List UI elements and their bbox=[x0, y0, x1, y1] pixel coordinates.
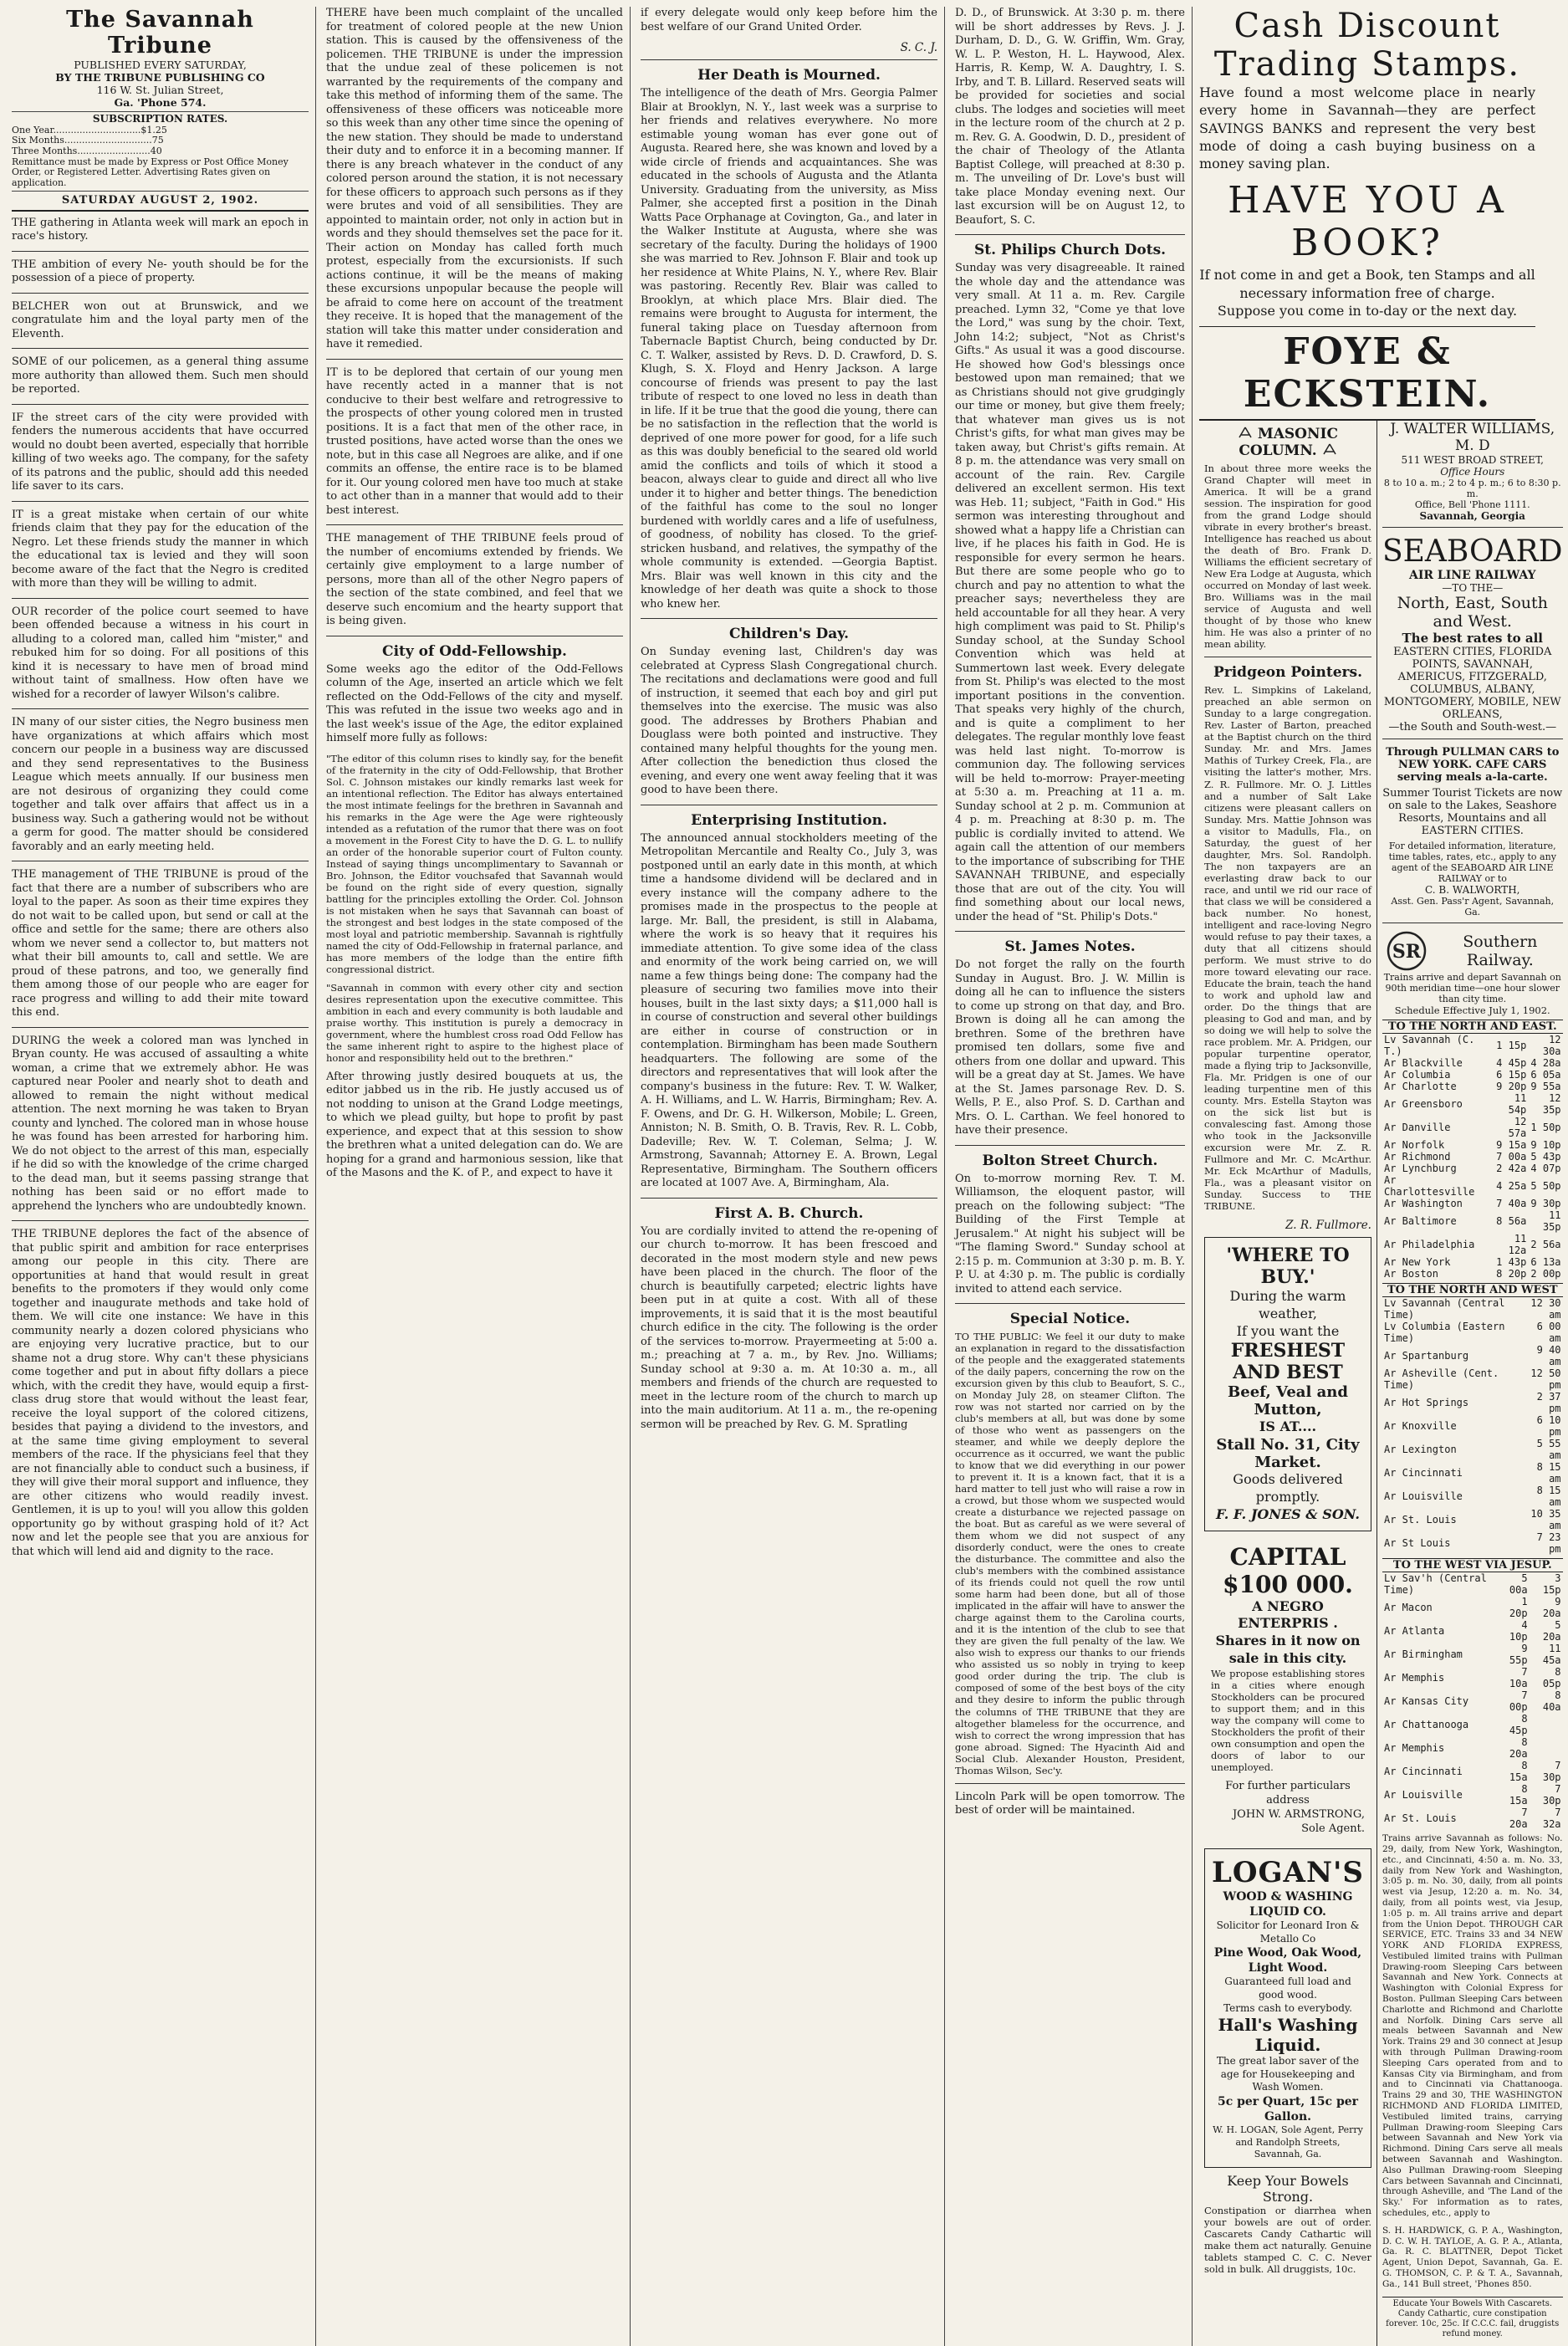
schedule-row bbox=[1382, 1643, 1563, 1666]
article-paragraph: On to-morrow morning Rev. T. M. Williamson, the eloquent pastor, will preach on the following subject: "The Building of the First Temple at Jerusalem." At night his subject will be "The flaming Sword." Sunday school at 2:15 p. m. Communion at 3:30 p. m. B. Y. P. U. at 4:30 p. m. The public is cordially invited to attend each service. bbox=[955, 1172, 1185, 1296]
ad-line: EASTERN CITIES, FLORIDA POINTS, SAVANNAH, AMERICUS, FITZGERALD, COLUMBUS, ALBANY, MONTGOMERY, MOBILE, NEW ORLEANS, bbox=[1383, 646, 1561, 722]
schedule-row bbox=[1382, 1209, 1563, 1233]
article-paragraph: On Sunday evening last, Children's day was celebrated at Cypress Slash Congregational church. The recitations and declamations were good and full of instruction, it seemed that each boy and girl put themselves into the exercise. The music was also good. The addresses by Brothers Phabian and Douglass were both pointed and instructive. They contained many helpful thoughts for the young men. After collection the benediction thus closed the evening, and every one went away feeling that it was good to have been there. bbox=[641, 646, 937, 796]
schedule-row bbox=[1382, 1367, 1563, 1391]
schedule-time bbox=[1530, 1713, 1563, 1736]
article-paragraph: Rev. L. Simpkins of Lakeland, preached an able sermon on Sunday to a large congregation. Rev. Laster of Barton, preached at the Baptist church on the third Sunday. Mr. and Mrs. James Mathis of Turkey Creek, Fla., are visiting the latter's mother, Mrs. Z. R. Fullmore. Mr. O. J. Littles and a number of Salt Lake citizens were pleasant callers on Sunday. Mrs. Mattie Johnson was a visitor to Madulls, Fla., on Saturday, the guest of her daughter, Mrs. Sol. Randolph. The non taxpayers are an everlasting draw back to our race, and until we rid our race of that class we will be considered a back number. No honest, intelligent and race-loving Negro would refuse to pay their taxes, a duty that all citizens should perform. We must strive to do more toward elevating our race. Educate the brain, teach the hand to work and uphold law and order. Do the things that are pleasing to God and man, and by so doing we will help to solve the race problem. Mr. A. Pridgen, our popular turpentine operator, made a flying trip to Jacksonville, Fla. Mr. Pridgen is one of our leading turpentine men of this county. Mrs. Estella Stayton was on the sick list but is convalescing fast. Among those who took in the Jacksonville excursion were Mr. Z. R. Fullmore and Mr. C. McArthur. Mr. Eck McArthur of Madulls, Fla., was a pleasant visitor on Sunday. Success to THE TRIBUNE. bbox=[1204, 684, 1371, 1213]
editorial-paragraph: IN many of our sister cities, the Negro business men have organizations at which affairs which most concern our people in a business way are discussed and they send representatives to the Business League which meets annually. If our business men are not desirous of organizing they could come together and talk over affairs that affect us in a business way. Such a gathering would not be without a germ for good. The matter should be considered favorably and an early meeting held. bbox=[12, 716, 309, 853]
ad-line: Goods delivered promptly. bbox=[1233, 1471, 1343, 1505]
schedule-station: Ar Charlottesville bbox=[1383, 1174, 1475, 1199]
schedule-row bbox=[1382, 1151, 1563, 1163]
rate-line: One Year..............................$1.25 bbox=[12, 124, 167, 135]
schedule-time: 4 10p bbox=[1509, 1619, 1528, 1643]
ad-text: If not come in and get a Book, ten Stamps and all necessary information free of charge. bbox=[1199, 267, 1535, 301]
schedule-time: 4 25a bbox=[1496, 1180, 1527, 1193]
schedule-row bbox=[1382, 1414, 1563, 1438]
article-paragraph: Lincoln Park will be open tomorrow. The best of order will be maintained. bbox=[955, 1790, 1185, 1817]
continued-paragraph: if every delegate would only keep before him the best welfare of our Grand United Order. bbox=[641, 7, 937, 33]
ad-line: North, East, South and West. bbox=[1397, 594, 1548, 631]
schedule-row bbox=[1382, 1666, 1563, 1689]
subscription-rates bbox=[12, 111, 309, 192]
schedule-time: 8 15 am bbox=[1536, 1461, 1561, 1485]
schedule-time: 6 15p bbox=[1496, 1069, 1527, 1081]
schedule-row bbox=[1382, 1783, 1563, 1807]
schedule-row bbox=[1382, 1596, 1563, 1619]
schedule-time: 11 45a bbox=[1542, 1643, 1561, 1667]
schedule-row bbox=[1382, 1081, 1563, 1092]
ad-line: Office, Bell 'Phone 1111. bbox=[1414, 499, 1530, 511]
rate-line: Six Months..............................75 bbox=[12, 135, 164, 146]
trading-stamps-ad bbox=[1199, 7, 1535, 420]
schedule-time: 1 50p bbox=[1530, 1122, 1561, 1134]
schedule-time: 9 20p bbox=[1496, 1081, 1527, 1093]
schedule-time: 12 30a bbox=[1542, 1034, 1561, 1058]
schedule-time: 5 20a bbox=[1542, 1619, 1561, 1643]
ad-title: SEABOARD bbox=[1382, 534, 1563, 570]
schedule-station: Ar Knoxville bbox=[1383, 1420, 1457, 1433]
article-heading: Enterprising Institution. bbox=[691, 811, 887, 829]
logan-ad bbox=[1204, 1848, 1371, 2169]
article-paragraph: Some weeks ago the editor of the Odd-Fellows column of the Age, inserted an article which we felt reflected on the Odd-Fellows of the city and myself. This was refuted in the issue two weeks ago and in the last week's issue of the Age, the editor explained himself more fully as follows: bbox=[326, 662, 623, 744]
schedule-row bbox=[1382, 1344, 1563, 1367]
schedule-time: 7 32a bbox=[1542, 1807, 1561, 1831]
ad-line: Office Hours bbox=[1440, 466, 1505, 478]
editorial-paragraph: THE ambition of every Ne- youth should be for the possession of a piece of property. bbox=[12, 258, 309, 285]
schedule-time: 7 30p bbox=[1542, 1760, 1561, 1784]
schedule-time: 6 05a bbox=[1530, 1069, 1561, 1081]
schedule-heading: TO THE NORTH AND WEST bbox=[1382, 1283, 1563, 1297]
ad-title: LOGAN'S bbox=[1212, 1855, 1364, 1889]
schedule-table bbox=[1382, 1572, 1563, 1830]
rate-line: Remittance must be made by Express or Post Office Money Order, or Registered Letter. Advertising Rates given on application. bbox=[12, 156, 289, 188]
article-paragraph: The announced annual stockholders meeting of the Metropolitan Mercantile and Realty Co., July 3, was postponed until an early date in this month, at which time a handsome dividend will be declared and in every instance will the company adhere to the promises made in the prospectus to the people at large. Mr. Ball, the president, is still in Alabama, where the work is so heavy that it requires his immediate attention. To give some idea of the class and enormity of the work being carried on, we will name a few things being done: The company had the pleasure of securing two families move into their houses, built in the last sixty days; a $11,000 hall is in course of construction and several other buildings are either in course of construction or in contemplation. Birmingham has been made Southern headquarters. The following are some of the directors and representatives that will look after the company's business in the future: Rev. T. W. Walker, A. H. Williams, and L. W. Harris, Birmingham; Rev. A. F. Owens, and Dr. G. H. Wilkerson, Mobile; L. Green, Anniston; N. B. Smith, O. B. Travis, Rev. R. L. Cobb, Dadeville; Rev. W. T. Coleman, Selma; J. W. Armstrong, Savannah; Attorney E. A. Brown, Legal Representative, Birmingham. The Southern officers are located at 1007 Ave. A, Birmingham, Ala. bbox=[641, 831, 937, 1189]
ad-line: For detailed information, literature, time tables, rates, etc., apply to any agent of the SEABOARD AIR LINE RAILWAY or to bbox=[1388, 841, 1556, 885]
schedule-station: Ar Hot Springs bbox=[1383, 1397, 1469, 1409]
schedule-station: Ar Lexington bbox=[1383, 1444, 1457, 1456]
schedule-time: 9 10p bbox=[1530, 1139, 1561, 1152]
column-2 bbox=[319, 7, 631, 2346]
ad-line: Summer Tourist Tickets are now on sale to the Lakes, Seashore Resorts, Mountains and all EASTERN CITIES. bbox=[1382, 787, 1563, 838]
ad-title: Keep Your Bowels Strong. bbox=[1227, 2173, 1349, 2205]
schedule-time: 6 00 am bbox=[1536, 1321, 1561, 1345]
ad-line: During the warm weather, bbox=[1229, 1288, 1346, 1321]
masonic-heading bbox=[1204, 426, 1371, 459]
schedule-time: 2 56a bbox=[1530, 1239, 1561, 1251]
column-4 bbox=[948, 7, 1193, 2346]
schedule-station: Ar Philadelphia bbox=[1383, 1239, 1475, 1251]
ad-line: Schedule Effective July 1, 1902. bbox=[1394, 1004, 1550, 1017]
masonic-title: MASONIC COLUMN. bbox=[1239, 426, 1339, 460]
schedule-time: 8 20p bbox=[1496, 1268, 1527, 1280]
schedule-time: 8 15 am bbox=[1536, 1485, 1561, 1509]
article-paragraph: Sunday was very disagreeable. It rained the whole day and the attendance was very small. At 11 a. m. Rev. Cargile preached. Lymn 32, "Come ye that love the Lord," was sung by the choir. Text, John 14:2; subject, "Not as Christ's Gifts." As usual it was a good discourse. He showed how God's blessings once bestowed upon man remained; that we as Christians should not give grudgingly our time or money, but give them freely; that whatever man gives us is not Christ's gifts, for what man gives may be taken away, but Christ's gifts remain. At 8 p. m. the attendance was very small on account of the rain. Rev. Cargile delivered an excellent sermon. His text was Heb. 11; subject, "Faith in God." His sermon was interesting throughout and showed what a happy life a Christian can live, if he places his faith in God. He is responsible for every sermon he hears. But there are some people who go to church and pay no attention to what the preacher says; nevertheless they are held accountable for all they hear. A very high compliment was paid to St. Philip's Sunday school, at the Sunday School Convention which was held at Summertown last week. Every delegate from St. Philip's was elected to the most important positions in the convention. That speaks very highly of the church, and is quite a compliment to her delegates. The regular monthly love feast was held last night. To-morrow is communion day. The following services will be held to-morrow: Prayer-meeting at 5:30 a. m. Preaching at 11 a. m. Sunday school at 2 p. m. Communion at 4 p. m. Preaching at 8:30 p. m. The public is cordially invited to attend. We again call the attention of our members to the importance of subscribing for THE SAVANNAH TRIBUNE, and especially those that are out of the city. You will find something about our local news, under the head of "St. Philip's Dots." bbox=[955, 262, 1185, 923]
schedule-heading: TO THE NORTH AND EAST. bbox=[1382, 1020, 1563, 1034]
masthead-line: PUBLISHED EVERY SATURDAY, bbox=[74, 59, 247, 71]
editorial-paragraph: IT is a great mistake when certain of our white friends claim that they pay for the education of the Negro. Let these friends study the manner in which the educational tax is levied and they will soon become aware of the fact that the Negro is credited with more than they will be willing to admit. bbox=[12, 508, 309, 590]
ad-line: W. H. LOGAN, Sole Agent, Perry and Randolph Streets, Savannah, Ga. bbox=[1213, 2124, 1363, 2160]
schedule-table bbox=[1382, 1297, 1563, 1555]
schedule-row bbox=[1382, 1391, 1563, 1414]
schedule-time: 6 13a bbox=[1530, 1256, 1561, 1269]
ad-line: WOOD & WASHING LIQUID CO. bbox=[1223, 1889, 1353, 1919]
schedule-row bbox=[1382, 1233, 1563, 1256]
ads-right bbox=[1377, 421, 1568, 2346]
masonic-text: In about three more weeks the Grand Chapter will meet in America. It will be a grand session. The inspiration for good from the grand Lodge should vibrate in every brother's breast. Intelligence has reached us about the death of Bro. Frank D. Williams the efficient secretary of New Era Lodge at Augusta, which occurred on Monday of last week. Bro. Williams was in the mail service of Augusta and well thought of by those who knew him. He was also a printer of no mean ability. bbox=[1204, 463, 1371, 651]
schedule-time: 4 28a bbox=[1530, 1057, 1561, 1070]
schedule-row bbox=[1382, 1174, 1563, 1198]
schedule-table bbox=[1382, 1034, 1563, 1280]
southern-railway-logo-icon bbox=[1382, 930, 1431, 972]
schedule-time: 10 35 am bbox=[1530, 1508, 1561, 1532]
editorial-paragraph: THE TRIBUNE deplores the fact of the absence of that public spirit and ambition for race enterprises among our people in this city. There are opportunities at hand that would result in great benefits to the promoters if they would only come together and inaugurate methods and take hold of them. We will cite one instance: We have in this community nearly a dozen colored physicians who are enjoying very lucrative practice, but to our shame not a drug store. Why can't these physicians come together and put in about fifty dollars a piece which, with the credit they have, would equip a first-class drug store that would without the least fear, receive the loyal support of the colored citizens, besides that paying a dividend to the investors, and at the same time giving employment to several members of the race. If the physicians feel that they are not financially able to conduct such a business, if they will give their moral support and influence, they are other citizens who would readily invest. Gentlemen, it is up to you! will you allow this golden opportunity go by without grasping hold of it? Act now and let the people see that you are anxious for that which will lend aid and dignity to the race. bbox=[12, 1228, 309, 1558]
schedule-station: Ar Blackville bbox=[1383, 1057, 1463, 1070]
schedule-time: 2 37 pm bbox=[1536, 1391, 1561, 1415]
schedule-station: Ar Asheville (Cent. Time) bbox=[1383, 1367, 1499, 1392]
ad-line: Savannah, Georgia bbox=[1419, 510, 1525, 523]
capital-ad bbox=[1204, 1536, 1371, 1843]
ad-line: Through PULLMAN CARS to NEW YORK. CAFE CARS serving meals a-la-carte. bbox=[1386, 746, 1560, 785]
schedule-time: 8 45p bbox=[1509, 1713, 1528, 1737]
ad-line: Trains arrive and depart Savannah on 90th meridian time—one hour slower than city time. bbox=[1383, 972, 1561, 1005]
schedule-time: 3 15p bbox=[1542, 1572, 1561, 1597]
schedule-time: 4 45p bbox=[1496, 1057, 1527, 1070]
schedule-time: 2 42a bbox=[1496, 1163, 1527, 1175]
ad-line: Shares in it now on sale in this city. bbox=[1215, 1633, 1361, 1667]
square-compass-icon bbox=[1238, 426, 1253, 437]
ad-line: Pine Wood, Oak Wood, Light Wood. bbox=[1213, 1946, 1362, 1975]
schedule-station: Ar Greensboro bbox=[1383, 1098, 1463, 1111]
article-heading: Her Death is Mourned. bbox=[697, 67, 881, 84]
ad-text: Suppose you come in to-day or the next day. bbox=[1217, 302, 1518, 319]
editorials bbox=[12, 217, 309, 1560]
rate-line: Three Months.........................40 bbox=[12, 146, 162, 157]
schedule-station: Ar New York bbox=[1383, 1256, 1451, 1269]
rates-head: SUBSCRIPTION RATES. bbox=[92, 113, 228, 125]
editorial-paragraph: THE gathering in Atlanta week will mark an epoch in race's history. bbox=[12, 216, 309, 243]
schedule-time: 7 20a bbox=[1509, 1807, 1528, 1831]
schedule-time: 7 00p bbox=[1509, 1689, 1528, 1714]
schedule-time: 5 00a bbox=[1509, 1572, 1528, 1597]
ad-line: Stall No. 31, City Market. bbox=[1216, 1436, 1360, 1472]
schedule-row bbox=[1382, 1619, 1563, 1643]
schedule-time: 8 20a bbox=[1509, 1736, 1528, 1761]
ad-text: Have found a most welcome place in nearly every home in Savannah—they are perfect SAVINGS BANKS and represent the very best mode of doing a cash buying business on a money saving plan. bbox=[1199, 84, 1535, 172]
schedule-station: Ar Macon bbox=[1383, 1602, 1433, 1614]
editorial-paragraph: THE management of THE TRIBUNE feels proud of the number of encomiums extended by friends. We certainly give employment to a large number of persons, more than all of the other Negro papers of the section of the state combined, and feel that we deserve such encomium and the hearty support that is being given. bbox=[326, 532, 623, 627]
schedule-time: 8 15a bbox=[1509, 1783, 1528, 1807]
schedule-time: 12 35p bbox=[1542, 1092, 1561, 1117]
schedule-station: Ar Chattanooga bbox=[1383, 1719, 1469, 1731]
signature: Z. R. Fullmore. bbox=[1285, 1219, 1371, 1233]
schedule-time: 8 15a bbox=[1509, 1760, 1528, 1784]
schedule-time: 4 07p bbox=[1530, 1163, 1561, 1175]
ad-line: If you want the bbox=[1236, 1322, 1340, 1339]
ad-firm: FOYE & ECKSTEIN. bbox=[1199, 326, 1535, 420]
southern-railway-ad bbox=[1382, 930, 1563, 2339]
schedule-row bbox=[1382, 1461, 1563, 1485]
schedule-row bbox=[1382, 1057, 1563, 1069]
ad-line: Solicitor for Leonard Iron & Metallo Co bbox=[1216, 1919, 1360, 1945]
schedule-station: Lv Savannah (C. T.) bbox=[1383, 1034, 1475, 1058]
schedule-time: 12 50 pm bbox=[1530, 1367, 1561, 1392]
schedule-row bbox=[1382, 1116, 1563, 1139]
ad-line: A NEGRO ENTERPRIS . bbox=[1238, 1597, 1338, 1632]
schedule-row bbox=[1382, 1531, 1563, 1555]
schedule-station: Ar Memphis bbox=[1383, 1742, 1445, 1755]
editorial-paragraph: THE management of THE TRIBUNE is proud of the fact that there are a number of subscribers who are loyal to the paper. As soon as their time expires they do not wait to be called upon, but send or call at the office and settle for the same; there are others also whom we never send a collector to, but matters not what their bill amounts to, call and settle. We are proud of these patrons, and too, we generally find them among those of our people who are eager for race progress and willing to add their mite toward this end. bbox=[12, 868, 309, 1020]
schedule-row bbox=[1382, 1807, 1563, 1830]
williams-ad bbox=[1382, 421, 1563, 522]
schedule-time: 9 55a bbox=[1530, 1081, 1561, 1093]
ad-title: J. WALTER WILLIAMS, M. D bbox=[1390, 421, 1555, 455]
schedule-row bbox=[1382, 1713, 1563, 1736]
schedule-station: Ar St. Louis bbox=[1383, 1514, 1457, 1526]
article-heading: St. Philips Church Dots. bbox=[973, 242, 1167, 258]
schedule-time: 7 23 pm bbox=[1536, 1531, 1561, 1556]
schedule-row bbox=[1382, 1268, 1563, 1280]
article-heading: Bolton Street Church. bbox=[982, 1152, 1158, 1169]
schedule-station: Ar Atlanta bbox=[1383, 1625, 1445, 1638]
ad-line: F. F. JONES & SON. bbox=[1216, 1505, 1360, 1522]
schedule-time: 11 54p bbox=[1508, 1092, 1527, 1117]
continued-paragraph: D. D., of Brunswick. At 3:30 p. m. there will be short addresses by Revs. J. J. Durham, D. D., G. W. Griffin, Wm. Gray, W. L. P. Weston, H. L. Haywood, Alex. Harris, R. Kemp, W. A. Daughtry, I. S. Irby, and T. B. Lillard. Reserved seats will be provided for societies and social clubs. The lodges and societies will meet in the lecture room of the church at 2 p. m. Rev. G. A. Goodwin, D. D., president of the chair of Theology of the Atlanta Baptist College, will preached at 8:30 p. m. The unveiling of Dr. Love's bust will take place Monday evening next. Our last excursion will be on August 12, to Beaufort, S. C. bbox=[955, 7, 1185, 227]
schedule-time: 5 55 am bbox=[1536, 1438, 1561, 1462]
ads-left bbox=[1199, 421, 1377, 2346]
column-1 bbox=[5, 7, 316, 2346]
schedule-time: 1 43p bbox=[1496, 1256, 1527, 1269]
schedule-time: 9 15a bbox=[1496, 1139, 1527, 1152]
masthead-title: The Savannah Tribune bbox=[66, 7, 254, 59]
schedule-time: 9 55p bbox=[1509, 1643, 1528, 1667]
ad-line: 8 to 10 a. m.; 2 to 4 p. m.; 6 to 8:30 p. m. bbox=[1383, 478, 1561, 500]
ad-line: The best rates to all bbox=[1402, 631, 1543, 647]
quoted-paragraph: "The editor of this column rises to kindly say, for the benefit of the fraternity in the city of Odd-Fellowship, that Brother Sol. C. Johnson mistakes our kindly remarks last week for an intentional reflection. The Editor has always entertained the most intimate feelings for the brethren in Savannah and his remarks in the Age were the Age were righteously intended as a refutation of the rumor that there was on foot a movement in the Forest City to have the D. G. L. to nullify an order of the honorable superior court of Fulton county. Instead of saying things uncomplimentary to Savannah or Bro. Johnson, the Editor vouchsafed that Savannah would be found on the right side of every question, signally battling for the principles extolling the Order. Col. Johnson is not mistaken when he says that Savannah can boast of the strongest and best lodges in the state composed of the most loyal and patriotic membership. Savannah is rightfully named the city of Odd-Fellowship in fraternal parlance, and has more members of the lodge than the entire fifth congressional district. bbox=[326, 752, 623, 975]
schedule-time: 7 10a bbox=[1509, 1666, 1528, 1690]
schedule-station: Ar Baltimore bbox=[1383, 1215, 1457, 1228]
schedule-time: 5 43p bbox=[1530, 1151, 1561, 1163]
article-heading: City of Odd-Fellowship. bbox=[382, 642, 567, 660]
schedule-row bbox=[1382, 1069, 1563, 1081]
ad-line: The great labor saver of the age for Housekeeping and Wash Women. bbox=[1216, 2055, 1360, 2093]
schedule-station: Ar Kansas City bbox=[1383, 1695, 1469, 1708]
ad-line: AIR LINE RAILWAY bbox=[1408, 569, 1536, 583]
schedule-time: 7 30p bbox=[1542, 1783, 1561, 1807]
article-heading: Pridgeon Pointers. bbox=[1213, 664, 1362, 682]
schedule-station: Ar St. Louis bbox=[1383, 1812, 1457, 1825]
schedule-row bbox=[1382, 1034, 1563, 1057]
article-paragraph: TO THE PUBLIC: We feel it our duty to make an explanation in regard to the dissatisfaction of the people and the exaggerated statements of the daily papers, concerning the row on the excursion given by this club to Beaufort, S. C., on Monday July 28, on steamer Clifton. The row was not started nor carried on by the club's members at all, but was done by some of those who went as passengers on the steamer, and while we deeply deplore the occurrence as it occurred, we want the public to know that we did everything in our power to prevent it. It is a known fact, that it is a hard matter to tell just who will raise a row in a crowd, but those whom we suspected would create a disturbance we rejected passage on the boat. But as careful as we were several of them whom we did not suspect of any disorderly conduct, were the ones to create the disturbance. The committee and also the club's members with the combined assistance of its friends could not quell the row until some harm had been done, but all of those implicated in the affair will have to answer the charge against them to the Carolina courts, and it is the intention of the club to see that they are given the full penalty of the law. We also wish to express our thanks to our friends who assisted us so nobly in trying to keep good order during the trip. The club is composed of some of the best boys of the city and they desire to inform the public through the columns of THE TRIBUNE that they are altogether blameless for the occurrence, and wish to correct the wrong impression that has gone abroad. Signed: The Hyacinth Aid and Social Club. Alexander Houston, President, Thomas Wilson, Sec'y. bbox=[955, 1331, 1185, 1776]
schedule-time: 8 56a bbox=[1496, 1215, 1527, 1228]
schedule-station: Ar Cincinnati bbox=[1383, 1766, 1463, 1778]
ad-text: Constipation or diarrhea when your bowels are out of order. Cascarets Candy Cathartic will make them act naturally. Genuine tablets stamped C. C. C. Never sold in bulk. All druggists, 10c. bbox=[1204, 2205, 1371, 2276]
schedule-row bbox=[1382, 1092, 1563, 1116]
schedule-row bbox=[1382, 1508, 1563, 1531]
schedule-row bbox=[1382, 1572, 1563, 1596]
schedule-station: Lv Sav'h (Central Time) bbox=[1383, 1572, 1487, 1597]
schedule-heading: TO THE WEST VIA JESUP. bbox=[1382, 1558, 1563, 1572]
ad-line: FRESHEST AND BEST bbox=[1230, 1340, 1346, 1384]
schedule-station: Ar Boston bbox=[1383, 1268, 1439, 1280]
ad-line: C. B. WALWORTH, bbox=[1425, 884, 1520, 897]
ad-line: —the South and South-west.— bbox=[1388, 721, 1557, 734]
article-paragraph: After throwing justly desired bouquets at us, the editor jabbed us in the rib. He justly accused us of not nodding to unison at the Grand Lodge meetings, to which we plead guilty, but hope to profit by past experience, and expect that at this session to show the brethren what a united delegation can do. We are hoping for a grand and harmonious session, like that of the Masons and the K. of P., and expect to have it bbox=[326, 1070, 623, 1180]
schedule-station: Lv Columbia (Eastern Time) bbox=[1383, 1321, 1505, 1345]
schedule-time: 11 35p bbox=[1542, 1209, 1561, 1234]
signature: S. C. J. bbox=[900, 41, 937, 54]
ad-line: For further particulars address bbox=[1225, 1779, 1351, 1807]
ad-headline: HAVE YOU A BOOK? bbox=[1228, 179, 1507, 265]
schedule-time: 7 00a bbox=[1496, 1151, 1527, 1163]
schedule-agents: S. H. HARDWICK, G. P. A., Washington, D. C. W. H. TAYLOE, A. G. P. A., Atlanta, Ga. R. C. BLATTNER, Depot Ticket Agent, Union Depot, Savannah, Ga. E. G. THOMSON, C. P. & T. A., Savannah, Ga., 141 Bull street, 'Phones 850. bbox=[1382, 2225, 1563, 2289]
ad-title: CAPITAL $100 000. bbox=[1223, 1542, 1353, 1598]
schedule-time: 7 40a bbox=[1496, 1198, 1527, 1210]
ad-line: Asst. Gen. Pass'r Agent, Savannah, Ga. bbox=[1391, 896, 1555, 918]
editorial-paragraph: OUR recorder of the police court seemed to have been offended because a witness in his court in alluding to a colored man, called him "mister," and rebuked him for so doing. For all positions of this kind it is necessary to have men of broad mind without taint of smallness. How often have we wished for a recorder of lawyer Wilson's calibre. bbox=[12, 605, 309, 701]
schedule-time bbox=[1530, 1736, 1563, 1760]
article-paragraph: You are cordially invited to attend the re-opening of our church to-morrow. It has been frescoed and decorated in the most modern style and new pews have been placed in the church. The floor of the church is beautifully carpeted; electric lights have been put in at quite a cost. With all of these improvements, it is said that it is the most beautiful church edifice in the city. The following is the order of the services to-morrow. Prayermeeting at 5:00 a. m.; preaching at 7 a. m., by Rev. Jno. Williams; Sunday school at 9:30 a. m. At 10:30 a. m., all members and friends of the church are requested to meet in the lecture room of the church to march up into the main auditorium. At 11 a. m., the re-opening sermon will be preached by Rev. G. M. Spratling bbox=[641, 1224, 937, 1431]
schedule-row bbox=[1382, 1256, 1563, 1268]
article-heading: First A. B. Church. bbox=[714, 1204, 864, 1222]
schedule-station: Lv Savannah (Central Time) bbox=[1383, 1297, 1505, 1321]
ad-title: Cash Discount Trading Stamps. bbox=[1213, 7, 1521, 84]
ad-line: 5c per Quart, 15c per Gallon. bbox=[1217, 2095, 1359, 2124]
schedule-time: 9 40 am bbox=[1536, 1344, 1561, 1368]
schedule-station: Ar Louisville bbox=[1383, 1789, 1463, 1802]
ad-line: IS AT.... bbox=[1259, 1418, 1317, 1435]
schedule-station: Ar Washington bbox=[1383, 1198, 1463, 1210]
schedule-station: Ar Charlotte bbox=[1383, 1081, 1457, 1093]
ad-line: 511 WEST BROAD STREET, bbox=[1401, 454, 1544, 467]
schedule-station: Ar Spartanburg bbox=[1383, 1350, 1469, 1362]
column-5-ads bbox=[1196, 7, 1563, 2346]
editorial-paragraph: DURING the week a colored man was lynched in Bryan county. He was accused of assaulting a white woman, a crime that we extremely abhor. He was captured near Pooler and nearly shot to death and allowed to remain the night without medical attention. The next morning he was taken to Bryan county and lynched. The colored man in whose house he was found has been arrested for harboring him. We do not object to the arrest of this man, especially if he did so with the knowledge of the crime charged to the dead man, but it seems passing strange that nothing has been said or no effort made to apprehend the lynchers who are undoubtedly known. bbox=[12, 1034, 309, 1213]
masthead-line: BY THE TRIBUNE PUBLISHING CO bbox=[55, 71, 265, 84]
editorial-paragraph: IF the street cars of the city were provided with fenders the numerous accidents that have occurred would no doubt been averted, especially that horrible killing of two weeks ago. The company, for the safety of its patrons and the public, should add this needed life saver to its cars. bbox=[12, 411, 309, 493]
schedule-time: 5 50p bbox=[1530, 1180, 1561, 1193]
ad-title: Southern Railway. bbox=[1463, 933, 1538, 970]
schedule-time: 12 57a bbox=[1508, 1116, 1527, 1140]
issue-date: SATURDAY AUGUST 2, 1902. bbox=[61, 193, 259, 207]
ad-text: We propose establishing stores in a cities where enough Stockholders can be procured to support them; and in this way the company will come to Stockholders the profit of their own consumption and open the doors of labor to our unemployed. bbox=[1211, 1667, 1365, 1773]
schedule-notes: Trains arrive Savannah as follows: No. 29, daily, from New York, Washington, etc., and Cincinnati, 4:50 a. m. No. 33, daily from New York and Washington, 3:05 p. m. No. 30, daily, from all points west via Jesup, 12:20 a. m. No. 34, daily, from all points west, via Jesup, 1:05 p. m. All trains arrive and depart from the Union Depot. THROUGH CAR SERVICE, ETC. Trains 33 and 34 NEW YORK AND FLORIDA EXPRESS, Vestibuled limited trains with Pullman Drawing-room Sleeping Cars between Savannah and New York. Connects at Washington with Colonial Express for Boston. Pullman Sleeping Cars between Charlotte and Richmond and Charlotte and Norfolk. Dining Cars serve all meals between Savannah and New York. Trains 29 and 30 connect at Jesup with through Pullman Drawing-room Sleeping Cars operated from and to Kansas City via Birmingham, and from and to Cincinnati via Chattanooga. Trains 29 and 30, THE WASHINGTON RICHMOND AND FLORIDA LIMITED, Vestibuled limited trains, carrying Pullman Drawing-room Sleeping Cars between Savannah and New York via Richmond. Dining Cars serve all meals between Savannah and Washington. Also Pullman Drawing-room Sleeping Cars between Savannah and Cincinnati, through Asheville, and 'The Land of the Sky.' For information as to rates, schedules, etc., apply to bbox=[1382, 1833, 1563, 2219]
schedule-time: 12 30 am bbox=[1530, 1297, 1561, 1321]
schedule-station: Ar Lynchburg bbox=[1383, 1163, 1457, 1175]
schedule-station: Ar St Louis bbox=[1383, 1537, 1451, 1550]
schedule-row bbox=[1382, 1485, 1563, 1508]
editorial-paragraph: SOME of our policemen, as a general thing assume more authority than allowed them. Such men should be reported. bbox=[12, 355, 309, 396]
article-heading: Special Notice. bbox=[1009, 1311, 1131, 1327]
cascarets-note: Educate Your Bowels With Cascarets. Candy Cathartic, cure constipation forever. 10c, 25c. If C.C.C. fail, druggists refund money. bbox=[1382, 2297, 1563, 2340]
where-to-buy-ad bbox=[1204, 1237, 1371, 1531]
ad-line: Beef, Veal and Mutton, bbox=[1228, 1383, 1348, 1419]
article-heading: Children's Day. bbox=[728, 626, 850, 642]
masthead bbox=[12, 7, 309, 212]
bowels-ad bbox=[1204, 2173, 1371, 2275]
masthead-line: 116 W. St. Julian Street, bbox=[96, 84, 224, 96]
schedule-row bbox=[1382, 1139, 1563, 1151]
article-paragraph: Do not forget the rally on the fourth Sunday in August. Bro. J. W. Millin is doing all he can to influence the sisters to come up strong on that day, and Bro. Brown is doing all he can among the brethren. Some of the brethren have promised ten dollars, some five and others from one dollar and upward. This will be a great day at St. James. We have at the St. James parsonage Rev. D. S. Wells, P. E., also Prof. S. D. Carthan and Mrs. O. L. Carthan. We feel honored to have their presence. bbox=[955, 958, 1185, 1137]
schedule-station: Ar Birmingham bbox=[1383, 1648, 1463, 1661]
ad-line: JOHN W. ARMSTRONG, Sole Agent. bbox=[1232, 1807, 1365, 1835]
ad-line: Guaranteed full load and good wood. bbox=[1224, 1975, 1351, 2001]
schedule-row bbox=[1382, 1198, 1563, 1209]
article-paragraph: The intelligence of the death of Mrs. Georgia Palmer Blair at Brooklyn, N. Y., last week was a surprise to her friends and relatives everywhere. No more estimable young woman has ever gone out of Augusta. Reared here, she was known and loved by a wide circle of friends and acquaintances. She was educated in the schools of Augusta and the Atlanta University. Graduating from the university, as Miss Palmer, she accepted first a position in the Dinah Watts Pace Orphanage at Covington, Ga., and later in the Walker Institute at Augusta, where she was secretary of the faculty. During the holidays of 1900 she was married to Rev. Johnson F. Blair and took up her residence at White Plains, N. Y., where Rev. Blair was pastoring. Recently Rev. Blair was called to Brooklyn, at which place Mrs. Blair died. The remains were brought to Augusta for interment, the funeral taking place on Tuesday afternoon from Tabernacle Baptist Church, being conducted by Dr. C. T. Walker, assisted by Revs. D. D. Crawford, D. S. Klugh, S. X. Floyd and Henry Jackson. A large concourse of friends was present to pay the last tribute of respect to one loved no less in death than in life. If it be true that the good die young, there can be no satisfaction in the reflection that the world is deprived of one more power for good, for a life such as this was doubly beneficial to the seared old world amid the conflicts and toils of which it stood a beacon, always clear to guide and direct all who live under it to higher and better things. The benediction of the faithful has come to the soul no longer burdened with worldly cares and a life of usefulness, of goodness, of nobility has closed. To the grief-stricken husband, and relatives, the sympathy of the whole community is extended. —Georgia Baptist. Mrs. Blair was well known in this city and the knowledge of her death was quite a shock to those who knew her. bbox=[641, 87, 937, 611]
schedule-row bbox=[1382, 1438, 1563, 1461]
editorial-paragraph: BELCHER won out at Brunswick, and we congratulate him and the loyal party men of the Eleventh. bbox=[12, 299, 309, 340]
schedule-time: 9 30p bbox=[1530, 1198, 1561, 1210]
schedule-time: 11 12a bbox=[1508, 1233, 1527, 1257]
schedule-station: Ar Columbia bbox=[1383, 1069, 1451, 1081]
editorial-paragraph: IT is to be deplored that certain of our young men have recently acted in a manner that is not conducive to their best welfare and retrogressive to the prospects of other young colored men in trusted positions. It is a fact that men of the other race, in trusted positions, have acted worse than the ones we note, but in this case all Negroes are alike, and if one commits an offense, the entire race is to be blamed for it. Our young colored men have too much at stake to act other than in a manner that would add to their best interest. bbox=[326, 365, 623, 517]
schedule-row bbox=[1382, 1321, 1563, 1344]
column-3 bbox=[634, 7, 945, 2346]
schedule-station: Ar Cincinnati bbox=[1383, 1467, 1463, 1480]
seaboard-ad bbox=[1382, 534, 1563, 917]
schedule-time: 6 10 pm bbox=[1536, 1414, 1561, 1439]
schedule-time: 8 05p bbox=[1542, 1666, 1561, 1690]
ad-title: 'WHERE TO BUY.' bbox=[1226, 1245, 1350, 1289]
schedule-station: Ar Louisville bbox=[1383, 1490, 1463, 1503]
schedule-row bbox=[1382, 1736, 1563, 1760]
schedule-row bbox=[1382, 1689, 1563, 1713]
article-heading: St. James Notes. bbox=[1004, 938, 1136, 955]
schedule-time: 1 15p bbox=[1496, 1040, 1527, 1052]
ads-two-column bbox=[1199, 420, 1563, 2346]
ad-line: Hall's Washing Liquid. bbox=[1218, 2015, 1358, 2056]
ad-line: Terms cash to everybody. bbox=[1223, 2001, 1352, 2014]
schedule-time: 2 00p bbox=[1530, 1268, 1561, 1280]
schedule-row bbox=[1382, 1760, 1563, 1783]
masthead-line: Ga. 'Phone 574. bbox=[114, 96, 207, 109]
schedule-time: 1 20p bbox=[1509, 1596, 1528, 1620]
schedule-time: 9 20a bbox=[1542, 1596, 1561, 1620]
logo-text: SR bbox=[1392, 941, 1422, 963]
schedule-station: Ar Memphis bbox=[1383, 1672, 1445, 1684]
ad-line: —TO THE— bbox=[1442, 582, 1504, 595]
schedule-row bbox=[1382, 1163, 1563, 1174]
square-compass-icon bbox=[1322, 442, 1337, 454]
schedule-time: 8 40a bbox=[1542, 1689, 1561, 1714]
schedule-row bbox=[1382, 1297, 1563, 1321]
schedule-station: Ar Norfolk bbox=[1383, 1139, 1445, 1152]
schedule-station: Ar Richmond bbox=[1383, 1151, 1451, 1163]
quoted-paragraph: "Savannah in common with every other city and section desires representation upon the executive committee. This ambition in each and every community is both laudable and praise worthy. This institution is purely a democracy in government, where the humblest cross road Odd Fellow has the same inherent right to aspire to the highest place of honor and responsibility held out to the brethren." bbox=[326, 981, 623, 1064]
schedule-station: Ar Danville bbox=[1383, 1122, 1451, 1134]
editorial-paragraph: THERE have been much complaint of the uncalled for treatment of colored people at the new Union station. This is caused by the offensiveness of the policemen. THE TRIBUNE is under the impression that the undue zeal of these policemen is not warranted by the requirements of the company and take this method of informing them of the same. The offensiveness of these officers was noticeable more so this week than any other time since the opening of the new station. They should be made to understand their duty and to enforce it in a becoming manner. If there is any breach whatever in the conduct of any colored person around the station, it is not necessary for these officers to approach such persons as if they were brutes and void of all sensibilities. They are appointed to maintain order, not only in action but in words and they should themselves set the pace for it. Their action on Monday has called forth much protest, especially from the excursionists. If such actions continue, it will be the means of making these excursions unpopular because the people will be afraid to come here on account of the treatment they receive. It is hoped that the management of the station will take this matter under consideration and have it remedied. bbox=[326, 7, 623, 350]
